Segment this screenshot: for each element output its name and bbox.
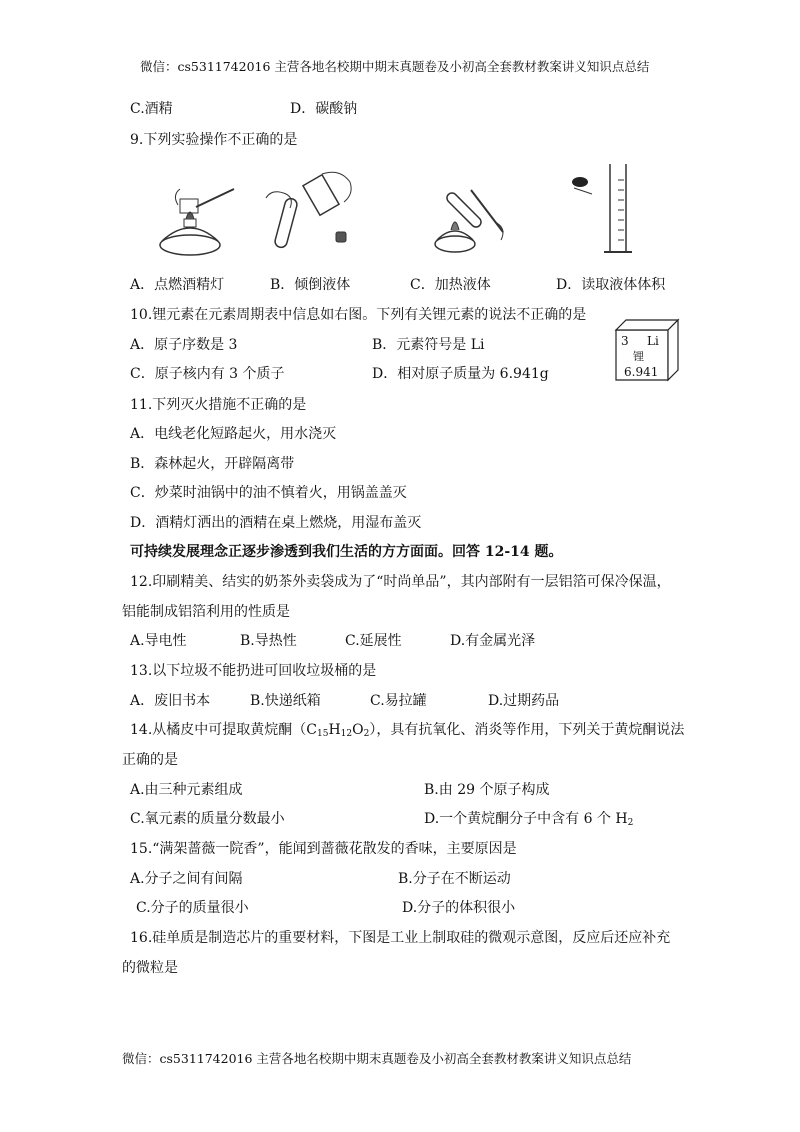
q12-stem-line1: 12.印刷精美、结实的奶茶外卖袋成为了“时尚单品”，其内部附有一层铝箔可保冷保温， xyxy=(130,574,671,590)
q9-option-d: D．读取液体体积 xyxy=(556,277,666,293)
element-number: 3 xyxy=(621,334,629,348)
figure-heating-liquid xyxy=(425,170,520,265)
q14-stem-pre: 14.从橘皮中可提取黄烷酮（C xyxy=(130,722,317,738)
q10-option-d: D．相对原子质量为 6.941g xyxy=(372,366,549,382)
q14-option-b: B.由 29 个原子构成 xyxy=(424,782,550,798)
element-mass: 6.941 xyxy=(624,365,659,379)
q11-option-a: A．电线老化短路起火，用水浇灭 xyxy=(130,426,337,442)
q14-stem-post: ），具有抗氧化、消炎等作用，下列关于黄烷酮说法 xyxy=(369,722,685,738)
q15-option-a: A.分子之间有间隔 xyxy=(130,871,243,887)
q12-option-c: C.延展性 xyxy=(345,633,402,649)
q12-stem-line2: 铝能制成铝箔利用的性质是 xyxy=(122,604,290,620)
q14-option-d-text: D.一个黄烷酮分子中含有 6 个 H xyxy=(424,811,628,827)
q10-option-a: A．原子序数是 3 xyxy=(130,337,238,353)
q13-option-d: D.过期药品 xyxy=(488,693,560,709)
q12-option-a: A.导电性 xyxy=(130,633,187,649)
q13-stem: 13.以下垃圾不能扔进可回收垃圾桶的是 xyxy=(130,663,377,679)
q14-sub-12: 12 xyxy=(340,729,353,739)
q14-option-a: A.由三种元素组成 xyxy=(130,782,243,798)
q16-stem-line2: 的微粒是 xyxy=(122,960,178,976)
q12-option-d: D.有金属光泽 xyxy=(450,633,536,649)
q14-option-d xyxy=(424,810,633,832)
q13-option-c: C.易拉罐 xyxy=(370,693,427,709)
q15-option-c: C.分子的质量很小 xyxy=(136,900,249,916)
q15-option-b: B.分子在不断运动 xyxy=(398,871,511,887)
q9-stem: 9.下列实验操作不正确的是 xyxy=(130,132,298,148)
q9-option-c: C．加热液体 xyxy=(410,277,491,293)
q11-option-d: D．酒精灯洒出的酒精在桌上燃烧，用湿布盖灭 xyxy=(130,515,422,531)
q13-option-b: B.快递纸箱 xyxy=(250,693,321,709)
q10-option-c: C．原子核内有 3 个质子 xyxy=(130,366,285,382)
page-header: 微信：cs5311742016 主营各地名校期中期末真题卷及小初高全套教材教案讲义知识点总结 xyxy=(140,59,650,74)
q14-option-d-sub: 2 xyxy=(627,818,634,828)
element-name: 锂 xyxy=(633,350,644,363)
figure-reading-cylinder xyxy=(570,160,640,265)
q14-sub-15: 15 xyxy=(316,729,329,739)
page-footer: 微信：cs5311742016 主营各地名校期中期末真题卷及小初高全套教材教案讲义知识点总结 xyxy=(122,1051,632,1066)
q14-stem-line2: 正确的是 xyxy=(122,752,178,768)
q14-sub-2: 2 xyxy=(363,729,370,739)
section-note: 可持续发展理念正逐步渗透到我们生活的方方面面。回答 12-14 题。 xyxy=(130,544,563,560)
q14-h: H xyxy=(328,722,341,738)
q14-stem-line1 xyxy=(130,721,684,743)
q8-option-d: D．碳酸钠 xyxy=(290,101,358,117)
q9-option-a: A．点燃酒精灯 xyxy=(130,277,225,293)
q9-option-b: B．倾倒液体 xyxy=(270,277,351,293)
q15-stem: 15.“满架蔷薇一院香”，能闻到蔷薇花散发的香味，主要原因是 xyxy=(130,841,517,857)
q14-o: O xyxy=(352,722,364,738)
q12-option-b: B.导热性 xyxy=(240,633,297,649)
q11-option-b: B．森林起火，开辟隔离带 xyxy=(130,456,295,472)
figure-pouring-liquid xyxy=(262,168,362,263)
q10-stem: 10.锂元素在元素周期表中信息如右图。下列有关锂元素的说法不正确的是 xyxy=(130,307,587,323)
q10-option-b: B．元素符号是 Li xyxy=(372,337,485,353)
q16-stem-line1: 16.硅单质是制造芯片的重要材料，下图是工业上制取硅的微观示意图，反应后还应补充 xyxy=(130,930,671,946)
q15-option-d: D.分子的体积很小 xyxy=(402,900,516,916)
q8-option-c: C.酒精 xyxy=(130,101,173,117)
figure-lighting-alcohol-lamp xyxy=(150,175,240,265)
q13-option-a: A．废旧书本 xyxy=(130,693,211,709)
element-symbol: Li xyxy=(647,334,659,348)
q14-option-c: C.氧元素的质量分数最小 xyxy=(130,811,285,827)
q11-option-c: C．炒菜时油锅中的油不慎着火，用锅盖盖灭 xyxy=(130,485,407,501)
q11-stem: 11.下列灭火措施不正确的是 xyxy=(130,397,307,413)
